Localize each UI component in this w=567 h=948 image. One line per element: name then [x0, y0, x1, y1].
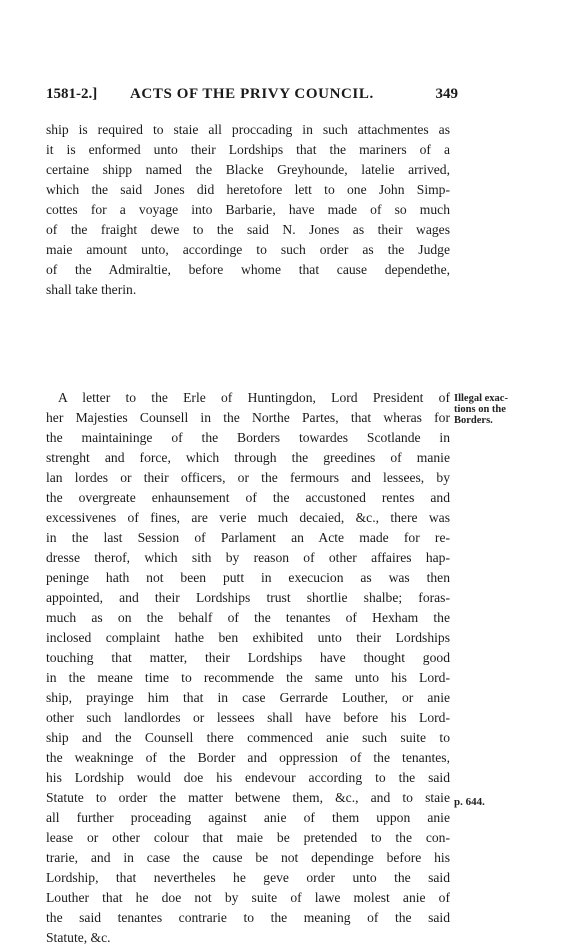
text-line: Statute, &c.: [46, 930, 111, 945]
text-line: ship is required to staie all proccading in such attachmentes as: [46, 122, 450, 137]
text-line: peninge hath not been putt in execucion as was then: [46, 570, 450, 585]
text-line: which the said Jones did heretofore lett to one John Simp-: [46, 182, 450, 197]
text-line: certaine shipp named the Blacke Greyhounde, latelie arrived,: [46, 162, 450, 177]
text-line: her Majesties Counsell in the Northe Partes, that wheras for: [46, 410, 450, 425]
text-line: in the meane time to recommende the same unto his Lord-: [46, 670, 450, 685]
text-line: of the Admiraltie, before whome that cause dependethe,: [46, 262, 450, 277]
text-line: much as on the behalf of the tenantes of Hexham the: [46, 610, 450, 625]
text-line: dresse therof, which sith by reason of other affaires hap-: [46, 550, 450, 565]
text-line: Louther that he doe not by suite of lawe molest anie of: [46, 890, 450, 905]
text-line: maie amount unto, accordinge to such order as the Judge: [46, 242, 450, 257]
page-number: 349: [435, 86, 458, 102]
text-line: shall take therin.: [46, 282, 137, 297]
text-line: excessivenes of fines, are verie much decaied, &c., there was: [46, 510, 450, 525]
text-line: trarie, and in case the cause be not dependinge before his: [46, 850, 450, 865]
text-line: touching that matter, their Lordships have thought good: [46, 650, 450, 665]
sidenote-line-1: Illegal exac-: [454, 393, 508, 404]
text-line: in the last Session of Parlament an Acte made for re-: [46, 530, 450, 545]
text-line: A letter to the Erle of Huntingdon, Lord President of: [58, 390, 450, 405]
header-title: ACTS OF THE PRIVY COUNCIL.: [130, 86, 374, 102]
text-line: appointed, and their Lordships trust shortlie shalbe; foras-: [46, 590, 450, 605]
sidenote-line-3: Borders.: [454, 415, 493, 426]
text-line: all further proceading against anie of them uppon anie: [46, 810, 450, 825]
text-line: ship, prayinge him that in case Gerrarde Louther, or anie: [46, 690, 450, 705]
page-reference: p. 644.: [454, 796, 485, 808]
sidenote-line-2: tions on the: [454, 404, 506, 415]
text-line: inclosed complaint hathe ben exhibited unto their Lordships: [46, 630, 450, 645]
running-header: [46, 86, 458, 110]
text-line: ship and the Counsell there commenced anie such suite to: [46, 730, 450, 745]
text-line: strenght and force, which through the greedines of manie: [46, 450, 450, 465]
text-line: cottes for a voyage into Barbarie, have made of so much: [46, 202, 450, 217]
text-line: the overgreate enhaunsement of the accustoned rentes and: [46, 490, 450, 505]
text-line: the weakninge of the Border and oppression of the tenantes,: [46, 750, 450, 765]
text-line: the said tenantes contrarie to the meaning of the said: [46, 910, 450, 925]
text-line: other such landlordes or lessees shall have before his Lord-: [46, 710, 450, 725]
text-line: lease or other colour that maie be pretended to the con-: [46, 830, 450, 845]
text-line: Lordship, that nevertheles he geve order unto the said: [46, 870, 450, 885]
text-line: lan lordes or their officers, or the fermours and lessees, by: [46, 470, 450, 485]
text-line: of the fraight dewe to the said N. Jones as their wages: [46, 222, 450, 237]
header-date: 1581-2.]: [46, 86, 98, 102]
text-line: the maintaininge of the Borders towardes Scotlande in: [46, 430, 450, 445]
text-line: Statute to order the matter betwene them, &c., and to staie: [46, 790, 450, 805]
text-line: it is enformed unto their Lordships that the mariners of a: [46, 142, 450, 157]
text-line: his Lordship would doe his endevour according to the said: [46, 770, 450, 785]
